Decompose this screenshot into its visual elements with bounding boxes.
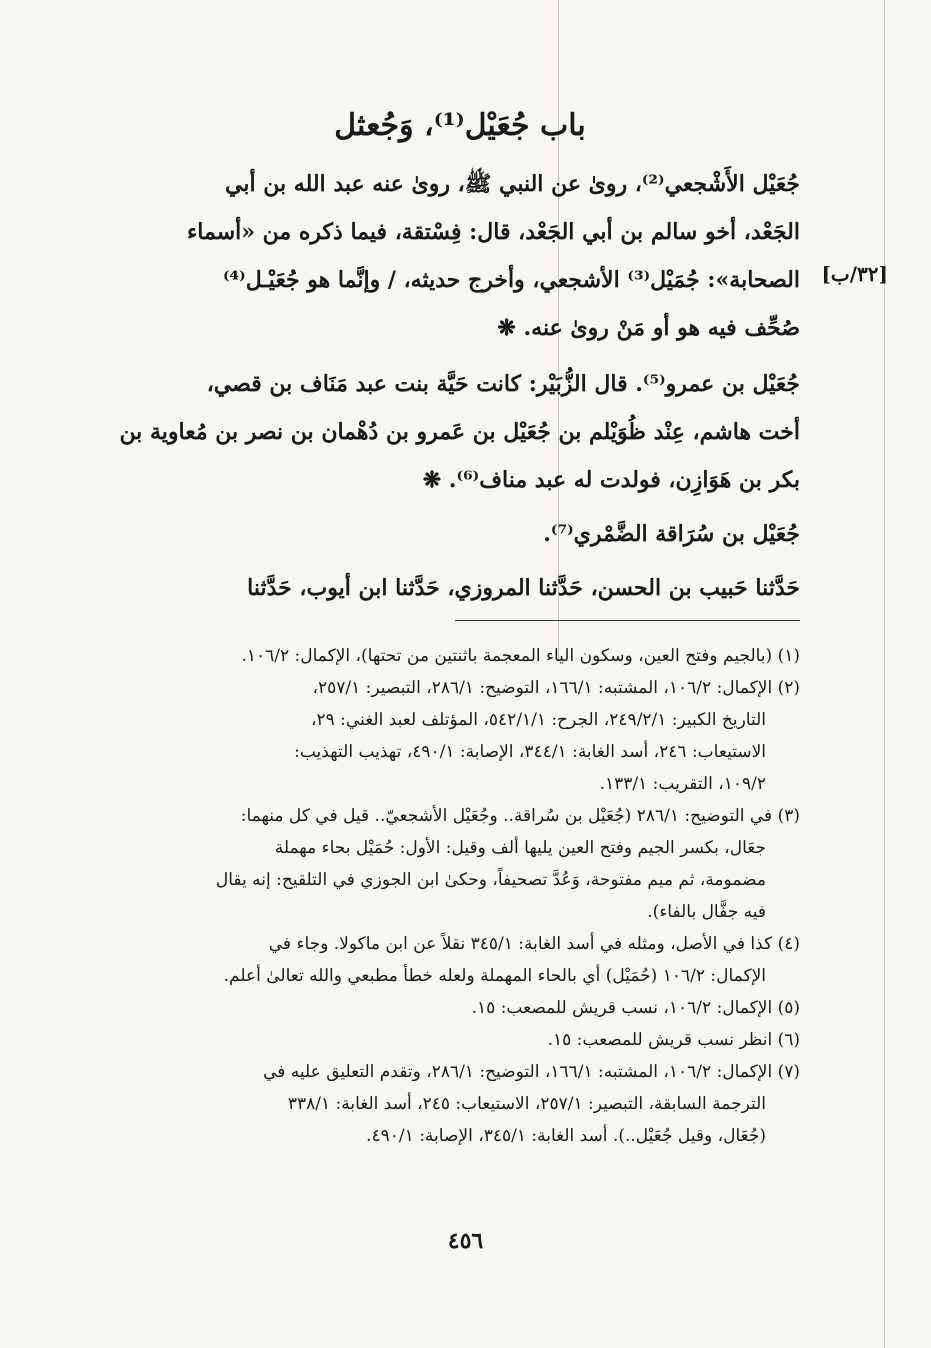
main-text [110, 160, 800, 612]
footnote-line: الاستيعاب: ٢٤٦، أسد الغابة: ٣٤٤/١، الإصابة: ٤٩٠/١، تهذيب التهذيب: [294, 742, 766, 762]
text-line: الصحابة»: جُمَيْل⁽³⁾ الأشجعي، وأخرج حديثه، / وإنَّما هو جُعَيْـل⁽⁴⁾ [222, 267, 800, 293]
footnote-line: فيه جفَّال بالفاء). [647, 902, 766, 922]
chapter-title: باب جُعَيْل⁽¹⁾، وَجُعثل [334, 108, 586, 143]
text-line: جُعَيْل الأَشْجعي⁽²⁾، روىٰ عن النبي ﷺ، روىٰ عنه عبد الله بن أبي [225, 171, 800, 197]
text-line: صُحِّف فيه هو أو مَنْ روىٰ عنه. ❋ [497, 315, 800, 341]
text-line: جُعَيْل بن سُرَاقة الضَّمْري⁽⁷⁾. [543, 521, 800, 547]
footnote-line: (٥) الإكمال: ١٠٦/٢، نسب قريش للمصعب: ١٥. [471, 998, 800, 1018]
footnote-line: (١) (بالجيم وفتح العين، وسكون الياء المعجمة باثنتين من تحتها)، الإكمال: ١٠٦/٢. [241, 646, 800, 666]
text-line: أخت هاشم، عِنْد ظُوَيْلم بن جُعَيْل بن عَمرو بن دُهْمان بن نصر بن مُعاوية بن [119, 419, 800, 445]
footnote-line: (٣) في التوضيح: ٢٨٦/١ (جُعَيْل بن سُراقة.. وجُعَيْل الأشجعيّ.. قيل في كل منهما: [240, 806, 800, 826]
text-line: جُعَيْل بن عمرو⁽⁵⁾. قال الزُّبَيْر: كانت حَيَّة بنت عبد مَنَاف بن قصي، [206, 371, 800, 397]
footnote-line: (٧) الإكمال: ١٠٦/٢، المشتبه: ١٦٦/١، التوضيح: ٢٨٦/١، وتقدم التعليق عليه في [263, 1062, 800, 1082]
footnote-line: جعَال، بكسر الجيم وفتح العين يليها ألف وقيل: الأول: حُمَيْل بحاء مهملة [274, 838, 766, 858]
footnote-line: الترجمة السابقة، التبصير: ٢٥٧/١، الاستيعاب: ٢٤٥، أسد الغابة: ٣٣٨/١ [287, 1094, 766, 1114]
footnote-line: مضمومة، ثم ميم مفتوحة، وَعُدَّ تصحيفاً، وحكىٰ ابن الجوزي في التلقيح: إنه يقال [215, 870, 766, 890]
page-number: ٤٥٦ [447, 1228, 484, 1254]
footnote-line: (٢) الإكمال: ١٠٦/٢، المشتبه: ١٦٦/١، التوضيح: ٢٨٦/١، التبصير: ٢٥٧/١، [312, 678, 800, 698]
footnotes [110, 640, 800, 1152]
text-line: بكر بن هَوَازِن، فولدت له عبد مناف⁽⁶⁾. ❋ [422, 467, 800, 493]
footnote-line: ١٠٩/٢، التقريب: ١٣٣/١. [599, 774, 766, 794]
footnote-separator [455, 620, 800, 621]
footnote-line: (جُعَال، وقيل جُعَيْل..). أسد الغابة: ٣٤٥/١، الإصابة: ٤٩٠/١. [366, 1126, 766, 1146]
footnote-line: (٦) انظر نسب قريش للمصعب: ١٥. [547, 1030, 800, 1050]
text-line: الجَعْد، أخو سالم بن أبي الجَعْد، قال: فِسْتقة، فيما ذكره من «أسماء [186, 219, 800, 245]
footnote-line: الإكمال: ١٠٦/٢ (حُمَيْل) أي بالحاء المهملة ولعله خطأ مطبعي والله تعالىٰ أعلم. [223, 966, 766, 986]
footnote-line: (٤) كذا في الأصل، ومثله في أسد الغابة: ٣٤٥/١ نقلاً عن ابن ماكولا. وجاء في [268, 934, 800, 954]
footnote-line: التاريخ الكبير: ٢٤٩/٢/١، الجرح: ٥٤٢/١/١، المؤتلف لعبد الغني: ٢٩، [311, 710, 766, 730]
page-edge-line [884, 0, 885, 1348]
manuscript-folio-marker: [٣٢/ب] [821, 262, 888, 286]
text-line: حَدَّثنا حَبيب بن الحسن، حَدَّثنا المروزي، حَدَّثنا ابن أيوب، حَدَّثنا [247, 575, 800, 601]
